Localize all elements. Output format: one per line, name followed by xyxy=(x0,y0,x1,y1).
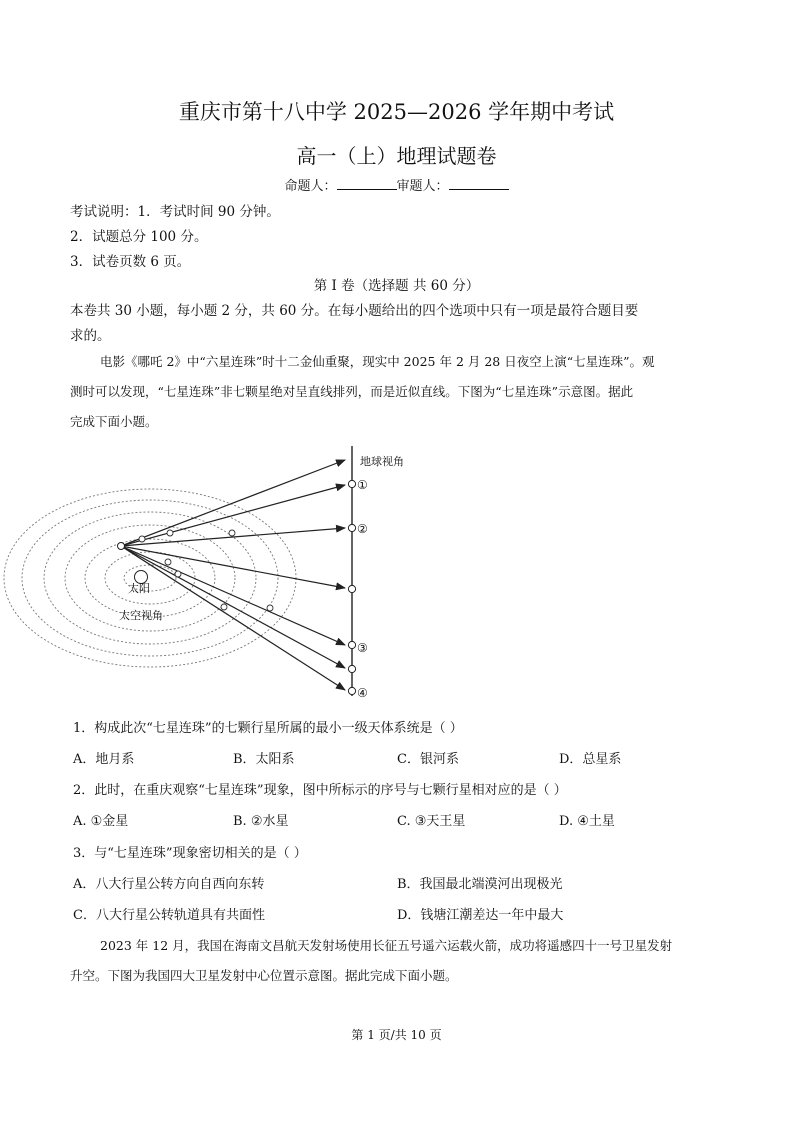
exam-note-1: 考试说明：1．考试时间 90 分钟。 xyxy=(70,204,280,220)
reviewer-label: 审题人： xyxy=(396,179,449,194)
passage1-line-2: 测时可以发现，“七星连珠”非七颗星绝对呈直线排列，而是近似直线。下图为“七星连珠”示意图。据此 xyxy=(70,384,634,399)
orbit-ring xyxy=(22,500,278,656)
orbit-planet xyxy=(229,530,235,536)
orbit-planet xyxy=(139,536,145,542)
planet-marker xyxy=(348,480,355,487)
exam-subtitle: 高一（上）地理试题卷 xyxy=(296,144,497,168)
reviewer-blank xyxy=(449,177,509,190)
setter-line xyxy=(0,175,793,194)
marker-1-label: ① xyxy=(357,478,368,492)
setter-label: 命题人： xyxy=(284,179,337,194)
marker-2-label: ② xyxy=(357,522,368,536)
q2-option-b[interactable]: B. ②水星 xyxy=(233,814,289,829)
sight-lines xyxy=(121,460,345,690)
orbit-ring xyxy=(105,552,195,604)
exam-note-3: 3．试卷页数 6 页。 xyxy=(70,254,191,270)
planet-marker xyxy=(348,641,355,648)
page-footer: 第 1 页/共 10 页 xyxy=(351,1028,442,1042)
q3-option-c[interactable]: C．八大行星公转轨道具有共面性 xyxy=(73,908,265,923)
space-view-label: 太空视角 xyxy=(119,609,163,622)
planet-marker xyxy=(348,585,355,592)
q1-option-c[interactable]: C．银河系 xyxy=(397,752,459,767)
orbit-planet xyxy=(221,604,227,610)
section-intro-line-2: 求的。 xyxy=(70,328,111,344)
planet-marker xyxy=(348,524,355,531)
marker-3-label: ③ xyxy=(357,641,368,655)
sight-line xyxy=(121,546,345,645)
exam-title: 重庆市第十八中学 2025—2026 学年期中考试 xyxy=(178,100,615,124)
section-intro-line-1: 本卷共 30 小题，每小题 2 分，共 60 分。在每小题给出的四个选项中只有一项是最符合题目要 xyxy=(70,303,639,319)
passage2-line-2: 升空。下图为我国四大卫星发射中心位置示意图。据此完成下面小题。 xyxy=(70,968,458,983)
orbit-planet xyxy=(267,605,273,611)
planet-marker xyxy=(348,687,355,694)
q1-option-b[interactable]: B．太阳系 xyxy=(233,752,295,767)
orbit-ring xyxy=(85,539,215,617)
q2-option-d[interactable]: D. ④土星 xyxy=(559,814,615,829)
orbit-rings xyxy=(4,489,296,667)
earth-view-label: 地球视角 xyxy=(360,455,404,468)
question-2-stem: 2．此时，在重庆观察“七星连珠”现象，图中所标示的序号与七颗行星相对应的是（ ） xyxy=(73,783,567,798)
q2-option-a[interactable]: A. ①金星 xyxy=(73,814,129,829)
setter-blank xyxy=(337,177,397,190)
planet-marker xyxy=(348,665,355,672)
q3-option-a[interactable]: A．八大行星公转方向自西向东转 xyxy=(73,877,265,892)
question-3-stem: 3．与“七星连珠”现象密切相关的是（ ） xyxy=(73,846,307,861)
q1-option-d[interactable]: D．总星系 xyxy=(559,752,622,767)
q1-option-a[interactable]: A．地月系 xyxy=(73,752,135,767)
q3-option-b[interactable]: B．我国最北端漠河出现极光 xyxy=(397,877,563,892)
q2-option-c[interactable]: C. ③天王星 xyxy=(397,814,466,829)
passage1-line-1: 电影《哪吒 2》中“六星连珠”时十二金仙重聚，现实中 2025 年 2 月 28 日夜空上演“七星连珠”。观 xyxy=(100,354,655,369)
orbit-ring xyxy=(4,489,296,667)
exam-note-2: 2．试题总分 100 分。 xyxy=(70,229,208,245)
passage1-line-3: 完成下面小题。 xyxy=(70,414,158,429)
q3-option-d[interactable]: D．钱塘江潮差达一年中最大 xyxy=(397,908,564,923)
orbit-planet xyxy=(165,559,171,565)
passage2-line-1: 2023 年 12 月，我国在海南文昌航天发射场使用长征五号遥六运载火箭，成功将遥感四十一号卫星发射 xyxy=(100,938,673,953)
orbit-planet xyxy=(175,571,181,577)
section-title: 第 I 卷（选择题 共 60 分） xyxy=(313,278,480,294)
marker-4-label: ④ xyxy=(357,686,368,700)
question-1-stem: 1．构成此次“七星连珠”的七颗行星所属的最小一级天体系统是（ ） xyxy=(73,721,463,736)
observer-point xyxy=(118,543,125,550)
orbit-ring xyxy=(44,512,256,644)
orbit-planet xyxy=(167,530,173,536)
sun-label: 太阳 xyxy=(128,582,150,595)
sight-line xyxy=(121,546,345,668)
planet-alignment-diagram xyxy=(0,440,793,710)
